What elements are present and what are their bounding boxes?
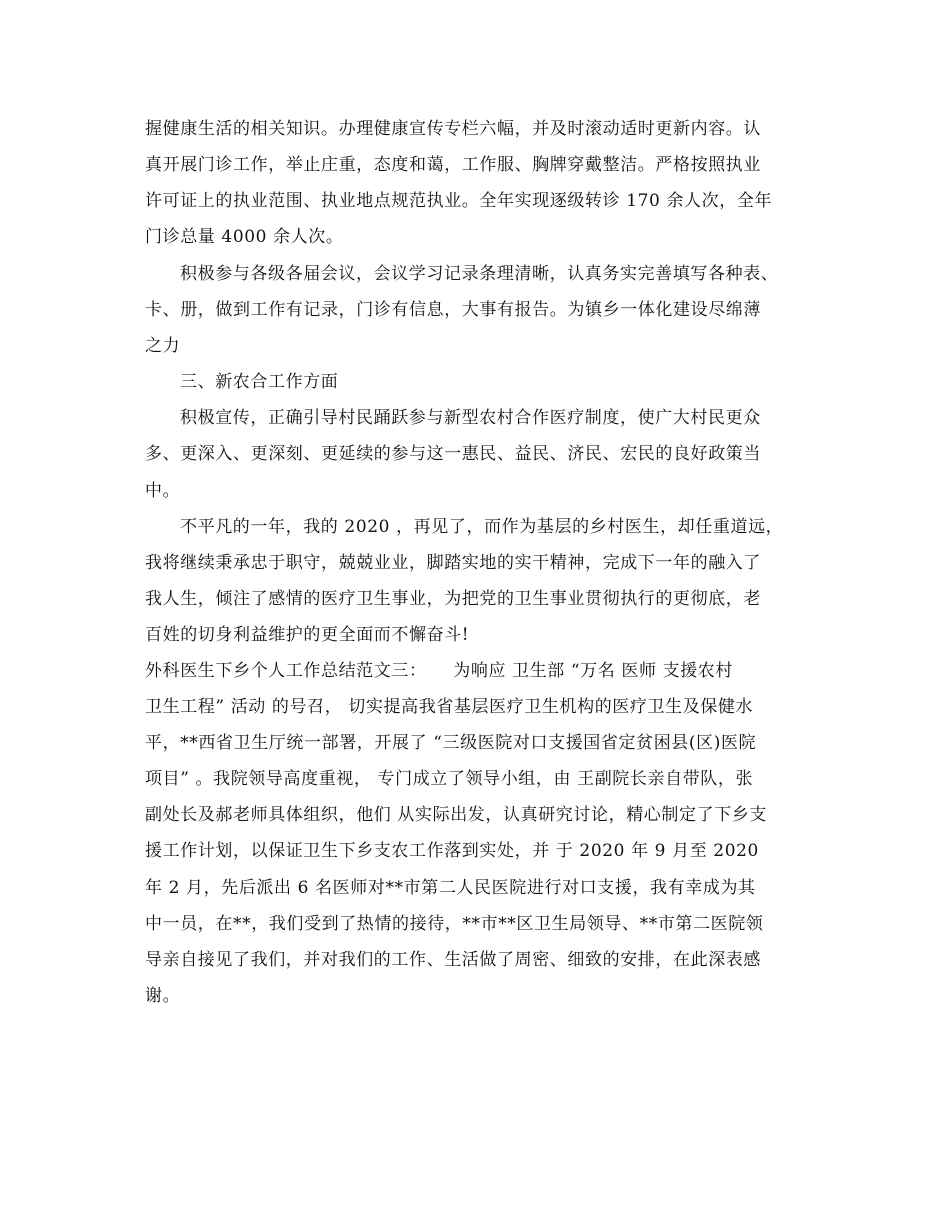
text-line: 不平凡的一年，我的 2020 ，再见了，而作为基层的乡村医生，却任重道远，: [180, 517, 784, 537]
text-line: 积极参与各级各届会议，会议学习记录条理清晰，认真务实完善填写各种表、: [180, 264, 779, 284]
text-line: 副处长及郝老师具体组织，他们 从实际出发，认真研究讨论，精心制定了下乡支: [145, 805, 768, 825]
section-heading: 三、新农合工作方面: [180, 372, 339, 392]
text-line: 我人生，倾注了感情的医疗卫生事业，为把党的卫生事业贯彻执行的更彻底，老: [145, 589, 761, 609]
text-line: 年 2 月，先后派出 6 名医师对**市第二人民医院进行对口支援，我有幸成为其: [145, 878, 756, 898]
text-line: 导亲自接见了我们，并对我们的工作、生活做了周密、细致的安排，在此深表感: [145, 950, 761, 970]
text-line: 援工作计划，以保证卫生下乡支农工作落到实处，并 于 2020 年 9 月至 2020: [145, 841, 759, 861]
text-line: 谢。: [145, 986, 181, 1006]
text-line: 卫生工程” 活动 的号召， 切实提高我省基层医疗卫生机构的医疗卫生及保健水: [145, 697, 754, 717]
text-line: 中。: [145, 481, 181, 501]
text-line: 中一员，在**，我们受到了热情的接待，**市**区卫生局领导、**市第二医院领: [145, 914, 764, 934]
text-line: 平，**西省卫生厅统一部署，开展了 “三级医院对口支援国省定贫困县(区)医院: [145, 733, 757, 753]
text-line: 外科医生下乡个人工作总结范文三： 为响应 卫生部 “万名 医师 支援农村: [145, 661, 734, 681]
text-line: 多、更深入、更深刻、更延续的参与这一惠民、益民、济民、宏民的良好政策当: [145, 444, 761, 464]
text-line: 握健康生活的相关知识。办理健康宣传专栏六幅，并及时滚动适时更新内容。认: [145, 119, 761, 139]
text-line: 真开展门诊工作，举止庄重，态度和蔼，工作服、胸牌穿戴整洁。严格按照执业: [145, 155, 761, 175]
text-line: 之力: [145, 336, 181, 356]
text-line: 积极宣传，正确引导村民踊跃参与新型农村合作医疗制度，使广大村民更众: [180, 408, 761, 428]
text-line: 卡、册，做到工作有记录，门诊有信息，大事有报告。为镇乡一体化建设尽绵薄: [145, 300, 761, 320]
text-line: 门诊总量 4000 余人次。: [145, 227, 344, 247]
text-line: 我将继续秉承忠于职守，兢兢业业，脚踏实地的实干精神，完成下一年的融入了: [145, 553, 761, 573]
text-line: 许可证上的执业范围、执业地点规范执业。全年实现逐级转诊 170 余人次，全年: [145, 191, 773, 211]
text-line: 百姓的切身利益维护的更全面而不懈奋斗!: [145, 625, 470, 645]
text-line: 项目” 。我院领导高度重视， 专门成立了领导小组，由 王副院长亲自带队，张: [145, 769, 754, 789]
